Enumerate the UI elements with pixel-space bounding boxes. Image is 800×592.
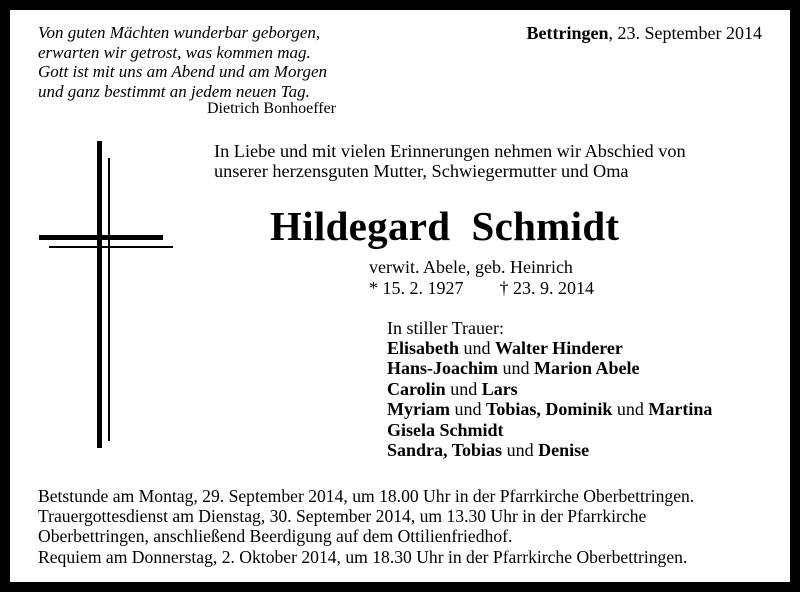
poem-line: erwarten wir getrost, was kommen mag. [38, 42, 311, 62]
mourner-name: Myriam [387, 399, 450, 420]
mourner-name: Denise [538, 440, 590, 461]
death-date: † 23. 9. 2014 [499, 278, 594, 298]
mourner-row [387, 420, 712, 440]
mourner-row [387, 399, 712, 419]
poem-line: Gott ist mit uns am Abend und am Morgen [38, 62, 327, 81]
mourners-title: In stiller Trauer: [387, 318, 504, 338]
dateline-date: , 23. September 2014 [608, 23, 762, 43]
mourner-name: Elisabeth [387, 338, 460, 358]
mourner-row [387, 358, 712, 378]
dateline [527, 23, 762, 44]
mourner-conjunction: und [498, 358, 535, 379]
mourner-name: Martina [648, 399, 713, 420]
life-dates [369, 278, 594, 299]
mourner-name: Carolin [387, 378, 446, 399]
intro-line: unserer herzensguten Mutter, Schwiegermutter und Oma [214, 161, 629, 181]
service-notes [38, 486, 694, 567]
poem-line: und ganz bestimmt an jedem neuen Tag. [38, 81, 310, 101]
mourner-name: Walter Hinderer [495, 338, 623, 358]
mourner-name: Lars [481, 378, 518, 399]
service-line: Betstunde am Montag, 29. September 2014, um 18.00 Uhr in der Pfarrkirche Oberbettringen. [38, 486, 695, 506]
poem-line: Von guten Mächten wunderbar geborgen, [38, 23, 321, 42]
service-line: Trauergottesdienst am Dienstag, 30. September 2014, um 13.30 Uhr in der Pfarrkirche [38, 506, 647, 527]
mourner-conjunction: und [459, 338, 496, 358]
mourner-row [387, 338, 712, 358]
birth-date: * 15. 2. 1927 [369, 278, 464, 298]
service-line: Oberbettringen, anschließend Beerdigung auf dem Ottilienfriedhof. [38, 526, 513, 547]
mourner-conjunction: und [502, 440, 539, 461]
deceased-nee: verwit. Abele, geb. Heinrich [369, 257, 573, 277]
intro-text [214, 141, 686, 181]
mourner-conjunction: und [445, 378, 482, 399]
poem [38, 23, 327, 101]
mourner-conjunction: und [612, 399, 649, 420]
dateline-place: Bettringen [526, 23, 609, 43]
poem-author: Dietrich Bonhoeffer [207, 100, 336, 117]
mourners-list [387, 338, 712, 460]
mourner-row [387, 379, 712, 399]
mourner-name: Sandra, Tobias [387, 440, 503, 461]
service-line: Requiem am Donnerstag, 2. Oktober 2014, um 18.30 Uhr in der Pfarrkirche Oberbettringen. [38, 546, 688, 567]
mourner-name: Hans-Joachim [387, 358, 499, 379]
mourner-row [387, 440, 712, 460]
mourner-name: Tobias, Dominik [485, 399, 613, 420]
mourner-name: Gisela Schmidt [387, 419, 504, 440]
mourner-name: Marion Abele [534, 358, 640, 379]
mourner-conjunction: und [449, 399, 486, 420]
deceased-name: Hildegard Schmidt [270, 203, 620, 249]
intro-line: In Liebe und mit vielen Erinnerungen nehmen wir Abschied von [214, 141, 686, 161]
